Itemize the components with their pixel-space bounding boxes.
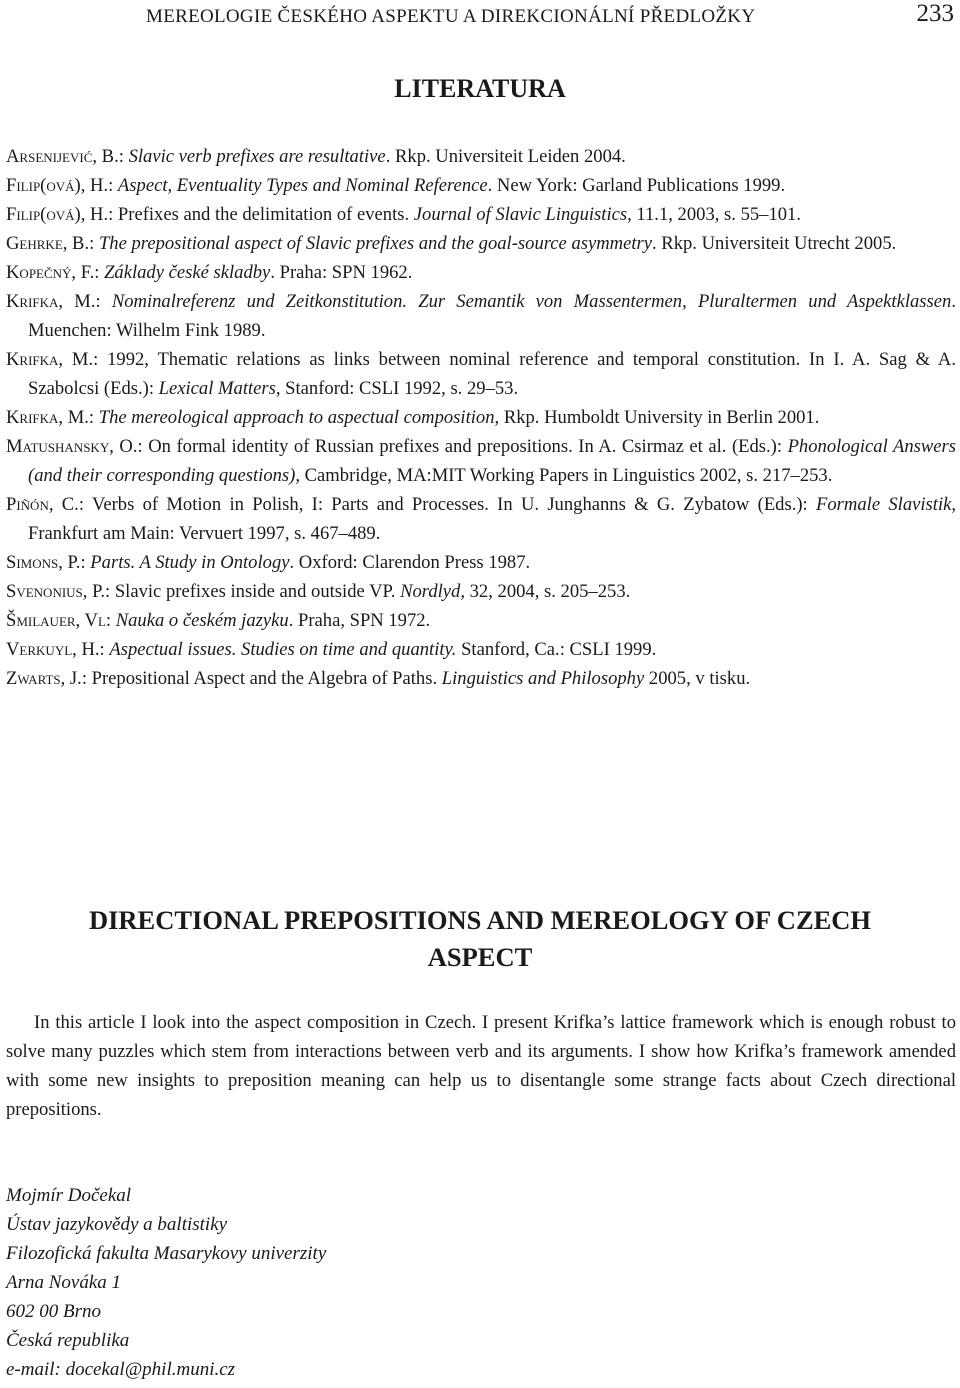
reference-title: Aspectual issues. Studies on time and quantity. xyxy=(109,639,457,660)
article-title-line-2: ASPECT xyxy=(427,942,533,972)
references-heading: LITERATURA xyxy=(394,74,566,103)
reference-text: . Muenchen: Wilhelm Fink 1989. xyxy=(28,291,956,341)
reference-text: , Cambridge, MA:MIT Working Papers in Linguistics 2002, s. 217–253. xyxy=(295,465,833,486)
reference-text: : xyxy=(118,146,129,167)
reference-text: 2005, v tisku. xyxy=(644,668,751,689)
author-name: Mojmír Dočekal xyxy=(6,1185,132,1206)
reference-title: The prepositional aspect of Slavic prefixes and the goal-source asymmetry xyxy=(98,233,652,254)
reference-title: Formale Slavistik, xyxy=(816,494,957,515)
reference-entry xyxy=(6,142,956,171)
reference-entry xyxy=(6,287,956,345)
reference-author: Filip(ová), H. xyxy=(6,175,109,196)
reference-text: . Rkp. Universiteit Utrecht 2005. xyxy=(652,233,897,254)
reference-text: . Rkp. Universiteit Leiden 2004. xyxy=(385,146,626,167)
reference-text: , Stanford: CSLI 1992, s. 29–53. xyxy=(275,378,519,399)
reference-title: Lexical Matters xyxy=(158,378,276,399)
reference-text: . New York: Garland Publications 1999. xyxy=(487,175,786,196)
reference-title: Parts. A Study in Ontology xyxy=(90,552,290,573)
reference-entry xyxy=(6,577,956,606)
reference-author: Krifka, M. xyxy=(6,291,96,312)
reference-author: Verkuyl, H. xyxy=(6,639,100,660)
author-email: e-mail: docekal@phil.muni.cz xyxy=(6,1359,236,1380)
reference-text: Frankfurt am Main: Vervuert 1997, s. 467–489. xyxy=(28,523,381,544)
reference-text: : xyxy=(95,291,112,312)
reference-text: : xyxy=(88,407,99,428)
author-city: 602 00 Brno xyxy=(6,1301,101,1322)
reference-author: Šmilauer, Vl xyxy=(6,610,106,631)
reference-entry xyxy=(6,229,956,258)
reference-entry xyxy=(6,664,956,693)
reference-text: : Slavic prefixes inside and outside VP. xyxy=(105,581,401,602)
author-country: Česká republika xyxy=(6,1330,130,1351)
reference-text: : Prefixes and the delimitation of events. xyxy=(108,204,414,225)
running-header: MEREOLOGIE ČESKÉHO ASPEKTU A DIREKCIONÁLNÍ PŘEDLOŽKY xyxy=(146,6,756,27)
reference-text: , Rkp. Humboldt University in Berlin 2001. xyxy=(494,407,820,428)
reference-entry xyxy=(6,200,956,229)
author-street: Arna Nováka 1 xyxy=(6,1272,122,1293)
reference-entry xyxy=(6,635,956,664)
reference-entry xyxy=(6,345,956,403)
reference-text: : xyxy=(89,233,99,254)
reference-title: Nominalreferenz und Zeitkonstitution. Zur Semantik von Massentermen, Pluraltermen und Aspektklassen xyxy=(111,291,952,312)
reference-title: Aspect, Eventuality Types and Nominal Reference xyxy=(117,175,488,196)
reference-text: . Praha: SPN 1962. xyxy=(270,262,413,283)
reference-entry xyxy=(6,490,956,548)
reference-list xyxy=(6,142,956,693)
reference-text: Stanford, Ca.: CSLI 1999. xyxy=(456,639,657,660)
reference-title: The mereological approach to aspectual composition xyxy=(98,407,495,428)
reference-author: Gehrke, B. xyxy=(6,233,90,254)
reference-title: Základy české skladby xyxy=(104,262,271,283)
reference-author: Krifka, M. xyxy=(6,407,89,428)
reference-title: Phonological Answers (and their corresponding questions) xyxy=(28,436,956,486)
reference-title: Nauka o českém jazyku xyxy=(115,610,289,631)
reference-entry xyxy=(6,432,956,490)
reference-text: : 1992, Thematic relations as links between nominal reference and temporal constitution. In I. A. Sag & A. Szabolcsi (Eds.): xyxy=(28,349,956,399)
reference-title: Journal of Slavic Linguistics xyxy=(413,204,628,225)
reference-text: : Verbs of Motion in Polish, I: Parts and Processes. In U. Junghanns & G. Zybatow (Eds.): xyxy=(78,494,817,515)
reference-author: Arsenijević, B. xyxy=(6,146,119,167)
reference-entry xyxy=(6,548,956,577)
reference-text: : xyxy=(99,639,110,660)
reference-text: : xyxy=(108,175,118,196)
reference-text: : xyxy=(80,552,91,573)
article-title xyxy=(0,902,960,976)
reference-entry xyxy=(6,258,956,287)
reference-author: Kopečný, F. xyxy=(6,262,95,283)
reference-text: : Prepositional Aspect and the Algebra of Paths. xyxy=(81,668,442,689)
author-address xyxy=(6,1181,326,1384)
reference-author: Piñón, C. xyxy=(6,494,79,515)
reference-author: Svenonius, P. xyxy=(6,581,106,602)
author-department: Ústav jazykovědy a baltistiky xyxy=(6,1214,228,1235)
reference-entry xyxy=(6,403,956,432)
reference-author: Simons, P. xyxy=(6,552,81,573)
reference-author: Matushansky, O. xyxy=(6,436,138,457)
reference-title: Nordlyd, xyxy=(400,581,465,602)
reference-entry xyxy=(6,171,956,200)
reference-author: Filip(ová), H. xyxy=(6,204,109,225)
reference-author: Zwarts, J. xyxy=(6,668,82,689)
reference-text: . Oxford: Clarendon Press 1987. xyxy=(289,552,531,573)
reference-title: Linguistics and Philosophy xyxy=(441,668,645,689)
author-faculty: Filozofická fakulta Masarykovy univerzity xyxy=(6,1243,327,1264)
reference-entry xyxy=(6,606,956,635)
reference-author: Krifka, M. xyxy=(6,349,94,370)
reference-text: : On formal identity of Russian prefixes and prepositions. In A. Csirmaz et al. (Eds.): xyxy=(137,436,788,457)
reference-text: , 11.1, 2003, s. 55–101. xyxy=(627,204,801,225)
reference-text: : xyxy=(105,610,116,631)
page-number: 233 xyxy=(916,0,954,27)
abstract: In this article I look into the aspect composition in Czech. I present Krifka’s lattice framework which is enough robust to solve many puzzles which stem from interactions between verb and its arguments. I show how Krifka’s framework amended with some new insights to preposition meaning can help us to disentangle some strange facts about Czech directional prepositions. xyxy=(6,1012,956,1120)
reference-text: 32, 2004, s. 205–253. xyxy=(464,581,631,602)
reference-title: Slavic verb prefixes are resultative xyxy=(128,146,386,167)
reference-text: : xyxy=(94,262,105,283)
reference-text: . Praha, SPN 1972. xyxy=(288,610,431,631)
article-title-line-1: DIRECTIONAL PREPOSITIONS AND MEREOLOGY OF CZECH xyxy=(88,905,872,935)
